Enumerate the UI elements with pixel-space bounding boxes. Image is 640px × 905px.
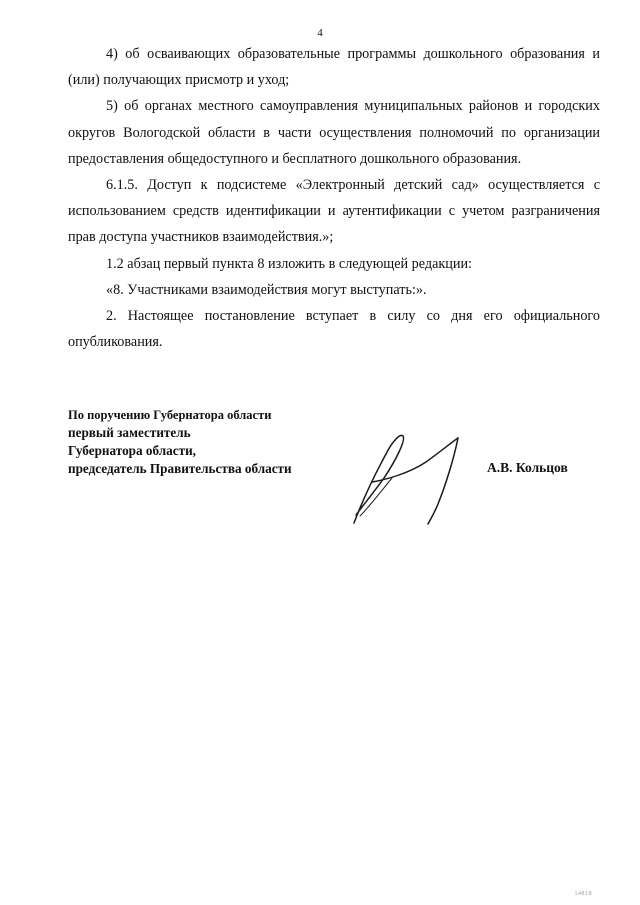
- signatory-line-authority: По поручению Губернатора области: [68, 408, 272, 422]
- signatory-line-governor: Губернатора области,: [68, 443, 196, 458]
- paragraph-item-4: 4) об осваивающих образовательные программы дошкольного образования и (или) получающих присмотр и уход;: [68, 46, 600, 89]
- paragraph-6-1-5: 6.1.5. Доступ к подсистеме «Электронный детский сад» осуществляется с использованием средств идентификации и аутентификации с учетом разграничения прав доступа участников взаимодействия.»;: [68, 177, 600, 246]
- page-number: 4: [317, 27, 323, 39]
- signatory-name: А.В. Кольцов: [487, 460, 568, 475]
- handwritten-signature-icon: [340, 430, 470, 530]
- document-body: [68, 41, 600, 355]
- signatory-line-chairman: председатель Правительства области: [68, 461, 292, 476]
- paragraph-quote-8: «8. Участниками взаимодействия могут выступать:».: [106, 281, 427, 298]
- corner-mark-bottom: 14818: [574, 891, 592, 897]
- signatory-title-block: [68, 406, 292, 478]
- paragraph-1-2: 1.2 абзац первый пункта 8 изложить в следующей редакции:: [106, 255, 472, 272]
- paragraph-effective-date: 2. Настоящее постановление вступает в силу со дня его официального опубликования.: [68, 308, 600, 351]
- signatory-line-position: первый заместитель: [68, 425, 191, 440]
- paragraph-item-5: 5) об органах местного самоуправления муниципальных районов и городских округов Вологодской области в части осуществления полномочий по организации предоставления общедоступного и бесплатного дошкольного образования.: [68, 98, 600, 167]
